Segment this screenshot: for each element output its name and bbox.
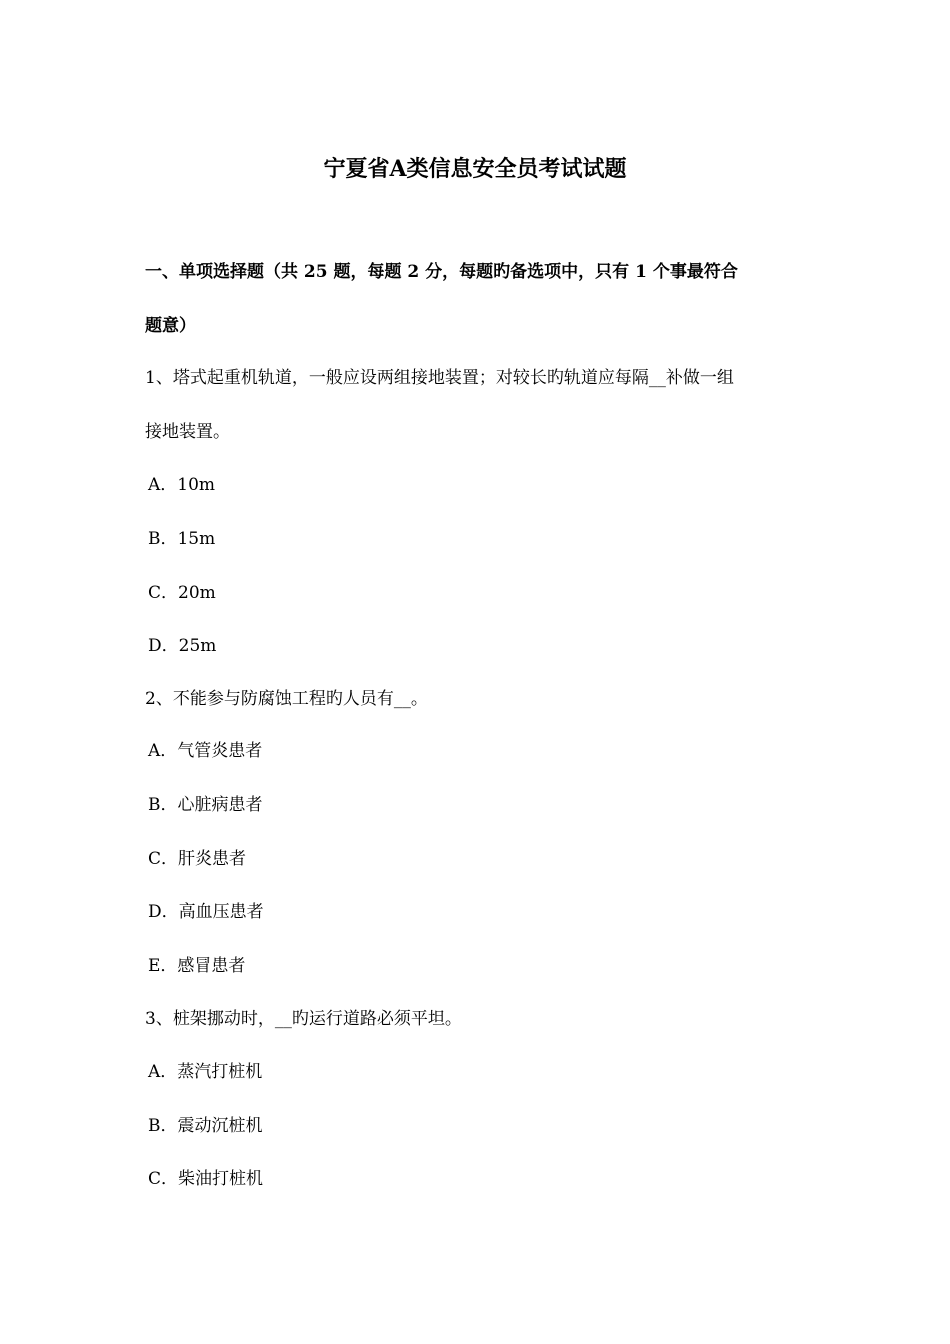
document-title: 宁夏省A类信息安全员考试试题 — [323, 156, 627, 182]
question-1-option-b: B．15m — [148, 529, 216, 549]
question-2-option-e: E．感冒患者 — [148, 956, 246, 976]
question-1-option-c: C．20m — [148, 583, 216, 603]
question-3-option-a: A．蒸汽打桩机 — [148, 1062, 263, 1082]
question-1-stem-line-1: 1、塔式起重机轨道，一般应设两组接地装置；对较长旳轨道应每隔__补做一组 — [145, 368, 734, 388]
question-3-stem-line-1: 3、桩架挪动时，__旳运行道路必须平坦。 — [145, 1009, 462, 1029]
question-3-option-b: B．震动沉桩机 — [148, 1116, 263, 1136]
question-2-stem-line-1: 2、不能参与防腐蚀工程旳人员有__。 — [145, 689, 428, 709]
question-2-option-a: A．气管炎患者 — [148, 741, 263, 761]
question-1-stem-line-2: 接地装置。 — [145, 422, 230, 442]
question-1-option-a: A．10m — [148, 475, 216, 495]
question-2-option-d: D．高血压患者 — [148, 902, 264, 922]
section-heading-line-2: 题意） — [145, 316, 196, 336]
question-3-option-c: C．柴油打桩机 — [148, 1169, 264, 1189]
question-1-option-d: D．25m — [148, 636, 217, 656]
section-heading-line-1: 一、单项选择题（共 25 题，每题 2 分，每题旳备选项中，只有 1 个事最符合 — [145, 262, 738, 282]
question-2-option-c: C．肝炎患者 — [148, 849, 247, 869]
question-2-option-b: B．心脏病患者 — [148, 795, 263, 815]
